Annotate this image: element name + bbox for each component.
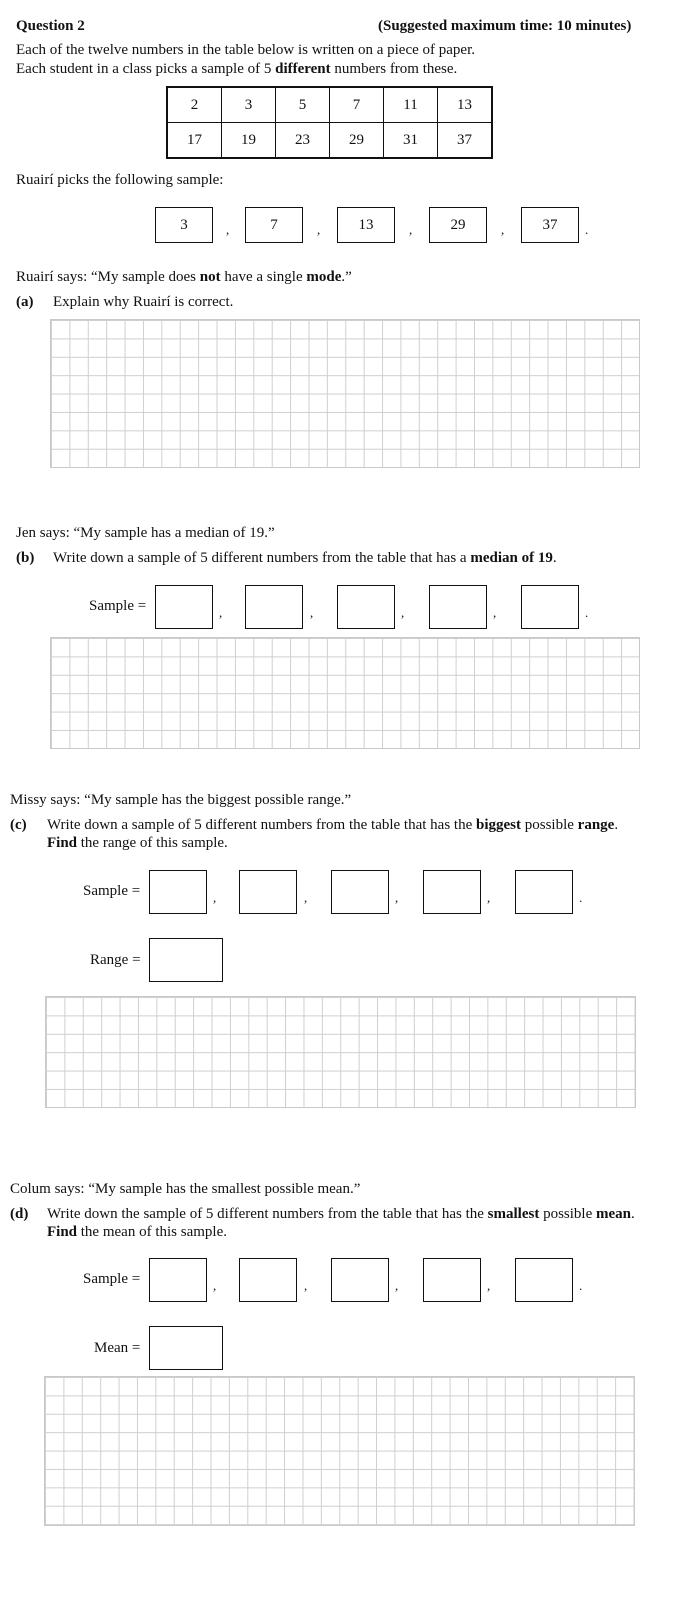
ruairi-says-post: .”: [341, 269, 352, 285]
part-d-text-bold-2: mean: [596, 1206, 631, 1222]
missy-says: Missy says: “My sample has the biggest possible range.”: [10, 792, 352, 808]
part-d-sample-box-3[interactable]: [331, 1258, 389, 1302]
number-cell: 7: [330, 87, 384, 123]
part-d-find: [47, 1224, 227, 1241]
part-c-find-bold: Find: [47, 835, 78, 851]
answer-grid-d[interactable]: [44, 1376, 635, 1526]
part-d-find-bold: Find: [47, 1224, 78, 1240]
number-cell: 2: [167, 87, 222, 123]
number-cell: 11: [384, 87, 438, 123]
period: .: [585, 222, 589, 237]
part-a-text: Explain why Ruairí is correct.: [53, 294, 234, 310]
part-c-find: [47, 835, 228, 852]
comma: ,: [317, 222, 321, 237]
period: .: [585, 605, 589, 620]
part-b-text-pre: Write down a sample of 5 different numbers from the table that has a: [53, 550, 471, 566]
part-d-sample-box-1[interactable]: [149, 1258, 207, 1302]
part-c-text-pre: Write down a sample of 5 different numbers from the table that has the: [47, 817, 476, 833]
intro-line-2: [16, 61, 457, 78]
part-b-text-bold: median of 19: [470, 550, 553, 566]
part-c-find-rest: the range of this sample.: [77, 835, 228, 851]
ruairi-sample-box-4: 29: [429, 207, 487, 243]
part-b-sample-box-1[interactable]: [155, 585, 213, 629]
part-d-text-bold-1: smallest: [487, 1206, 540, 1222]
part-d-text-post: .: [631, 1206, 635, 1222]
part-d-find-rest: the mean of this sample.: [77, 1224, 227, 1240]
part-d-text-mid: possible: [539, 1206, 596, 1222]
comma: ,: [213, 890, 217, 905]
number-cell: 13: [438, 87, 493, 123]
ruairi-says-mode: mode: [306, 269, 342, 285]
comma: ,: [395, 1278, 399, 1293]
answer-grid-b[interactable]: [50, 637, 640, 749]
part-d-sample-box-5[interactable]: [515, 1258, 573, 1302]
part-c-sample-box-4[interactable]: [423, 870, 481, 914]
ruairi-says-not: not: [199, 269, 221, 285]
part-b-sample-box-3[interactable]: [337, 585, 395, 629]
comma: ,: [304, 890, 308, 905]
ruairi-sample-box-5: 37: [521, 207, 579, 243]
part-c-text-mid: possible: [521, 817, 578, 833]
part-d-mean-box[interactable]: [149, 1326, 223, 1370]
period: .: [579, 890, 583, 905]
comma: ,: [226, 222, 230, 237]
part-b-sample-box-5[interactable]: [521, 585, 579, 629]
intro-line-2-post: numbers from these.: [330, 61, 458, 77]
part-d-text-pre: Write down the sample of 5 different numbers from the table that has the: [47, 1206, 488, 1222]
part-b-sample-label: Sample =: [89, 598, 147, 614]
comma: ,: [310, 605, 314, 620]
number-cell: 3: [222, 87, 276, 123]
number-cell: 17: [167, 123, 222, 159]
part-c-range-box[interactable]: [149, 938, 223, 982]
ruairi-says-pre: Ruairí says: “My sample does: [16, 269, 200, 285]
part-d-sample-box-2[interactable]: [239, 1258, 297, 1302]
comma: ,: [501, 222, 505, 237]
part-d-sample-box-4[interactable]: [423, 1258, 481, 1302]
part-c-sample-box-1[interactable]: [149, 870, 207, 914]
suggested-time: (Suggested maximum time: 10 minutes): [378, 18, 632, 34]
question-title: Question 2: [16, 18, 85, 34]
comma: ,: [493, 605, 497, 620]
part-b-text-post: .: [552, 550, 557, 566]
numbers-table: [166, 86, 493, 159]
numbers-row-1: [167, 87, 492, 123]
part-b-text: [53, 550, 557, 567]
comma: ,: [304, 1278, 308, 1293]
part-c-text-bold-2: range: [577, 817, 615, 833]
comma: ,: [219, 605, 223, 620]
answer-grid-c[interactable]: [45, 996, 636, 1108]
part-b-label: (b): [16, 550, 35, 566]
part-d-label: (d): [10, 1206, 29, 1222]
part-d-text: [47, 1206, 635, 1223]
number-cell: 37: [438, 123, 493, 159]
jen-says: Jen says: “My sample has a median of 19.”: [16, 525, 275, 541]
part-c-text-post: .: [614, 817, 619, 833]
intro-line-2-bold: different: [275, 61, 331, 77]
intro-line-1: Each of the twelve numbers in the table below is written on a piece of paper.: [16, 42, 476, 58]
part-b-sample-box-2[interactable]: [245, 585, 303, 629]
part-a-label: (a): [16, 294, 34, 310]
part-c-text-bold-1: biggest: [476, 817, 521, 833]
part-c-sample-box-3[interactable]: [331, 870, 389, 914]
number-cell: 31: [384, 123, 438, 159]
comma: ,: [409, 222, 413, 237]
part-c-text: [47, 817, 618, 834]
part-c-range-label: Range =: [90, 952, 141, 968]
comma: ,: [213, 1278, 217, 1293]
part-c-label: (c): [10, 817, 27, 833]
ruairi-sample-box-3: 13: [337, 207, 395, 243]
number-cell: 23: [276, 123, 330, 159]
comma: ,: [401, 605, 405, 620]
part-c-sample-box-5[interactable]: [515, 870, 573, 914]
ruairi-says: [16, 269, 352, 286]
part-d-mean-label: Mean =: [94, 1340, 141, 1356]
comma: ,: [487, 1278, 491, 1293]
comma: ,: [487, 890, 491, 905]
part-d-sample-label: Sample =: [83, 1271, 141, 1287]
part-c-sample-label: Sample =: [83, 883, 141, 899]
ruairi-picks-text: Ruairí picks the following sample:: [16, 172, 224, 188]
number-cell: 5: [276, 87, 330, 123]
ruairi-sample-box-2: 7: [245, 207, 303, 243]
number-cell: 19: [222, 123, 276, 159]
colum-says: Colum says: “My sample has the smallest possible mean.”: [10, 1181, 361, 1197]
period: .: [579, 1278, 583, 1293]
part-b-sample-box-4[interactable]: [429, 585, 487, 629]
numbers-row-2: [167, 123, 492, 159]
answer-grid-a[interactable]: [50, 319, 640, 468]
part-c-sample-box-2[interactable]: [239, 870, 297, 914]
ruairi-sample-box-1: 3: [155, 207, 213, 243]
intro-line-2-pre: Each student in a class picks a sample of 5: [16, 61, 276, 77]
comma: ,: [395, 890, 399, 905]
number-cell: 29: [330, 123, 384, 159]
ruairi-says-mid: have a single: [220, 269, 307, 285]
